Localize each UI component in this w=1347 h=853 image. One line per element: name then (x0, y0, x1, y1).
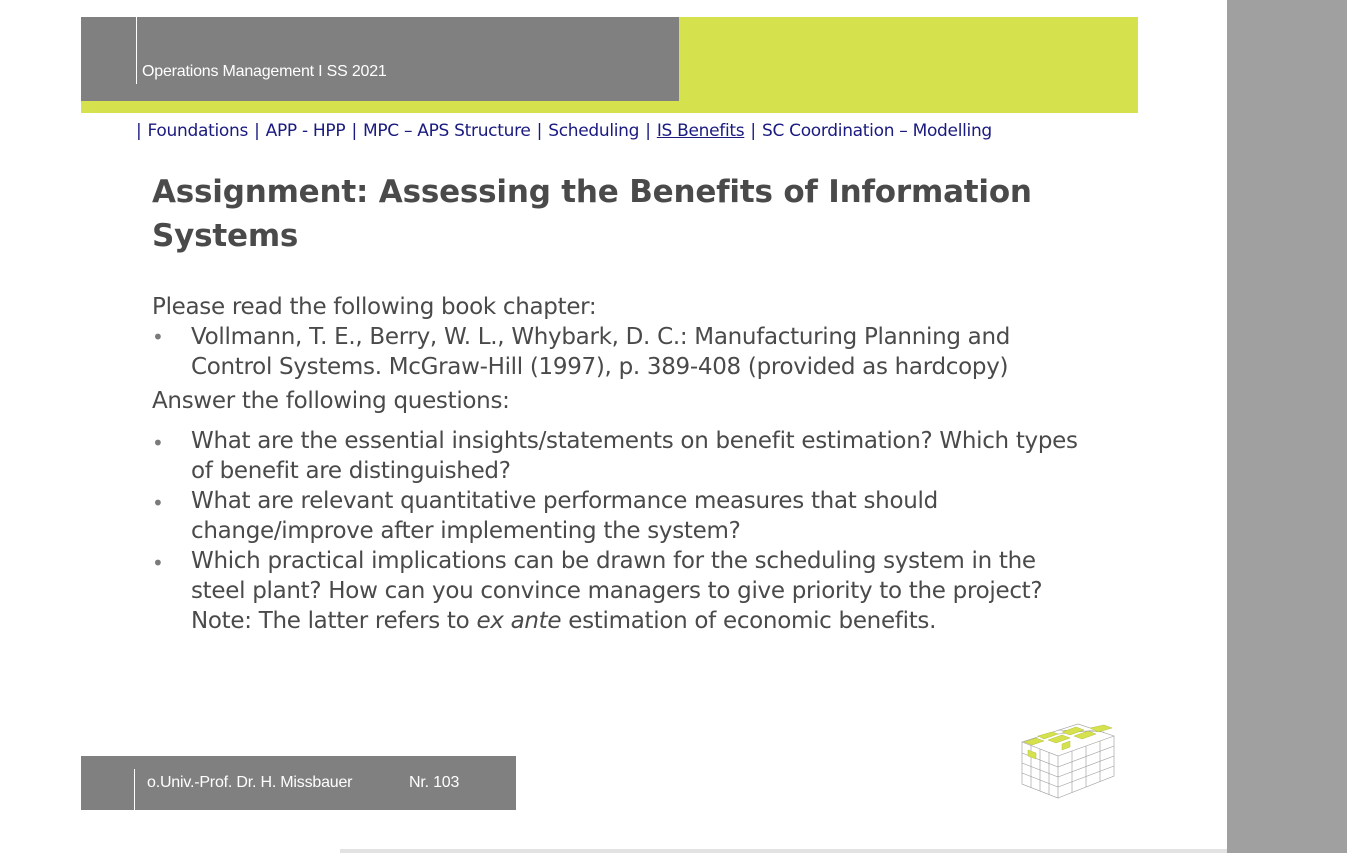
reading-intro: Please read the following book chapter: (152, 294, 597, 320)
building-scaffold-logo-icon (1018, 722, 1118, 800)
note-suffix: estimation of economic benefits. (561, 608, 937, 634)
nav-item-mpc-aps-structure[interactable]: MPC – APS Structure (362, 121, 531, 141)
slide-title: Assignment: Assessing the Benefits of Information Systems (152, 174, 1032, 254)
bullet-icon: • (152, 551, 164, 575)
nav-separator: | (136, 121, 142, 141)
note-emphasis: ex ante (476, 608, 562, 634)
bullet-icon: • (152, 325, 164, 349)
nav-separator: | (536, 121, 543, 141)
nav-separator: | (254, 121, 260, 141)
nav-item-scheduling[interactable]: Scheduling (548, 121, 640, 141)
header-lime-strip (81, 101, 679, 113)
question-text: What are the essential insights/statements on benefit estimation? Which types of benefit are distinguished? (191, 428, 1078, 484)
footer-page-number: Nr. 103 (409, 774, 460, 791)
bullet-icon: • (152, 431, 164, 455)
question-list (152, 426, 1082, 636)
slide-content (152, 292, 1082, 636)
nav-separator: | (351, 121, 357, 141)
footer-author: o.Univ.-Prof. Dr. H. Missbauer (147, 774, 353, 791)
nav-item-foundations[interactable]: Foundations (147, 121, 248, 141)
question-item (152, 426, 1082, 486)
note-prefix: Note: The latter refers to (191, 608, 477, 634)
header-lime-band (679, 17, 1138, 113)
reference-text: Vollmann, T. E., Berry, W. L., Whybark, D. C.: Manufacturing Planning and Control Systems. McGraw-Hill (1997), p. 389-408 (provided as hardcopy) (191, 324, 1011, 380)
footer-divider (134, 769, 135, 810)
questions-intro: Answer the following questions: (152, 388, 510, 414)
header-gray-band (81, 17, 679, 101)
question-text: What are relevant quantitative performance measures that should change/improve after implementing the system? (191, 488, 938, 544)
viewer-bottom-edge (340, 849, 1227, 853)
nav-item-is-benefits[interactable]: IS Benefits (656, 121, 745, 141)
question-item (152, 546, 1082, 636)
viewer-side-panel (1227, 0, 1347, 853)
reference-bullet (152, 322, 1082, 382)
bullet-icon: • (152, 491, 164, 515)
header-divider (136, 17, 137, 84)
question-item (152, 486, 1082, 546)
course-title: Operations Management I SS 2021 (142, 63, 387, 80)
nav-separator: | (645, 121, 651, 141)
topic-navigation (135, 121, 992, 145)
nav-item-app-hpp[interactable]: APP - HPP (265, 121, 346, 141)
nav-separator: | (750, 121, 756, 141)
question-text: Which practical implications can be drawn for the scheduling system in the steel plant? How can you convince managers to give priority to the project? (191, 548, 1043, 604)
nav-item-sc-coordination-modelling[interactable]: SC Coordination – Modelling (761, 121, 992, 141)
